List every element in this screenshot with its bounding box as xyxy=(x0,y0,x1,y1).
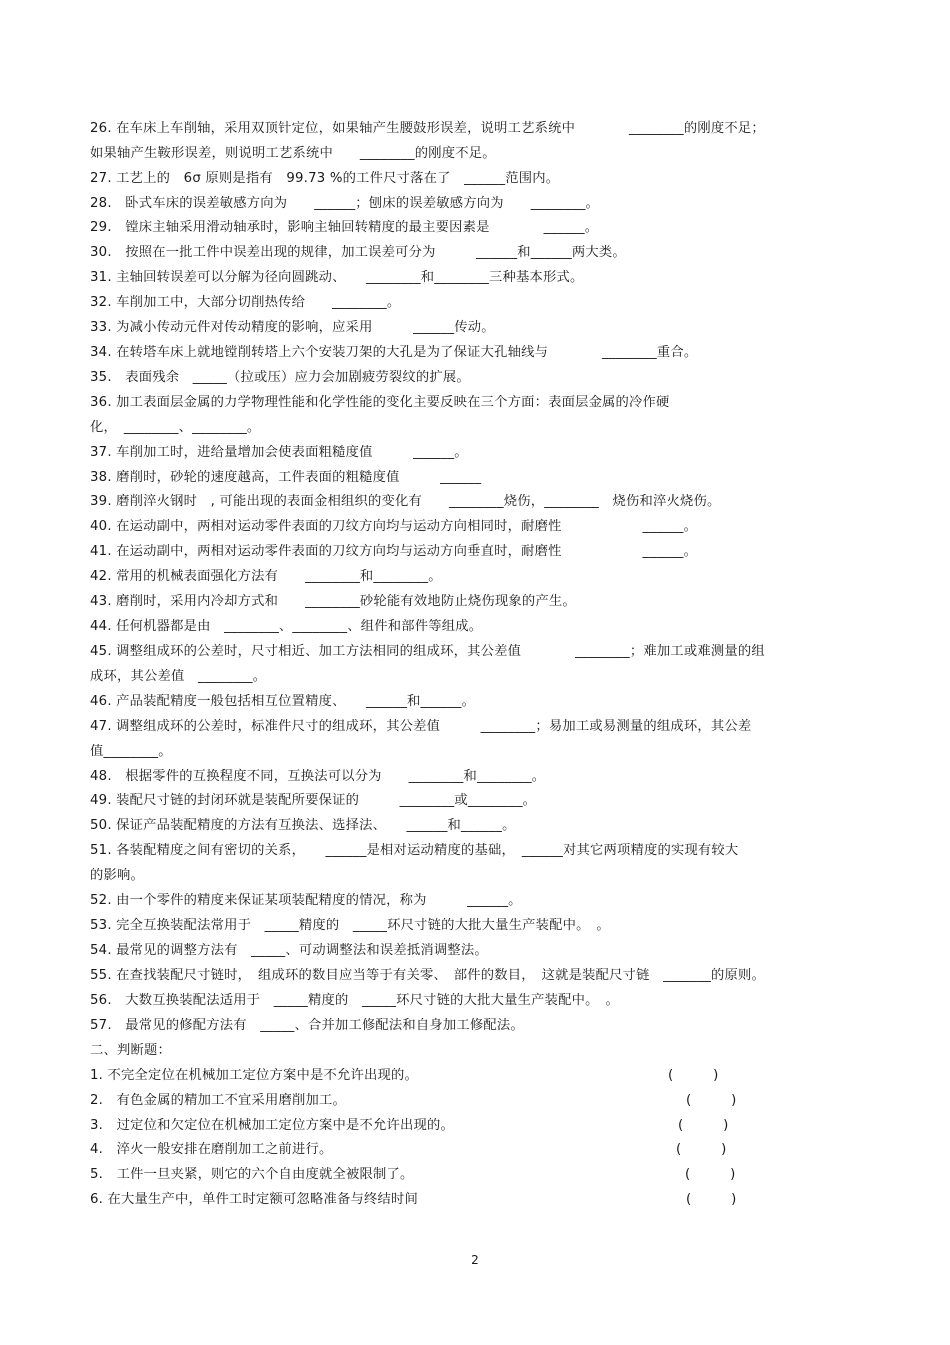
question-line: 55. 在查找装配尺寸链时， 组成环的数目应当等于有关零、 部件的数目， 这就是装配尺寸链 _______的原则。 xyxy=(90,968,766,983)
question-line: 48. 根据零件的互换程度不同，互换法可以分为 ________和________。 xyxy=(90,769,546,784)
answer-parentheses[interactable]: ( ) xyxy=(686,1192,737,1207)
question-line: 53. 完全互换装配法常用于 _____精度的 _____环尺寸链的大批大量生产装配中。 。 xyxy=(90,918,610,933)
judgment-question: 1. 不完全定位在机械加工定位方案中是不允许出现的。 xyxy=(90,1068,418,1083)
section-title: 二、判断题： xyxy=(90,1043,171,1058)
question-line: 40. 在运动副中，两相对运动零件表面的刀纹方向均与运动方向相同时，耐磨性 ______。 xyxy=(90,519,698,534)
question-line: 的影响。 xyxy=(90,868,144,883)
question-line: 26. 在车床上车削轴，采用双顶针定位，如果轴产生腰鼓形误差，说明工艺系统中 ________的刚度不足； xyxy=(90,121,765,136)
question-line: 49. 装配尺寸链的封闭环就是装配所要保证的 ________或________。 xyxy=(90,793,537,808)
question-line: 27. 工艺上的 6σ 原则是指有 99.73 %的工件尺寸落在了 ______范围内。 xyxy=(90,171,560,186)
question-line: 化， ________、________。 xyxy=(90,420,261,435)
page-number: 2 xyxy=(471,1253,479,1267)
answer-parentheses[interactable]: ( ) xyxy=(678,1118,729,1133)
question-line: 32. 车削加工中，大部分切削热传给 ________。 xyxy=(90,295,401,310)
question-line: 42. 常用的机械表面强化方法有 ________和________。 xyxy=(90,569,442,584)
judgment-question: 2. 有色金属的精加工不宜采用磨削加工。 xyxy=(90,1093,347,1108)
question-line: 57. 最常见的修配方法有 _____、合并加工修配法和自身加工修配法。 xyxy=(90,1018,524,1033)
question-line: 54. 最常见的调整方法有 _____、可动调整法和误差抵消调整法。 xyxy=(90,943,488,958)
question-line: 值________。 xyxy=(90,744,172,759)
question-line: 45. 调整组成环的公差时，尺寸相近、加工方法相同的组成环，其公差值 ________；难加工或难测量的组 xyxy=(90,644,765,659)
judgment-question: 3. 过定位和欠定位在机械加工定位方案中是不允许出现的。 xyxy=(90,1118,455,1133)
question-line: 29. 镗床主轴采用滑动轴承时，影响主轴回转精度的最主要因素是 ______。 xyxy=(90,220,599,235)
question-line: 33. 为减小传动元件对传动精度的影响，应采用 ______传动。 xyxy=(90,320,495,335)
question-line: 52. 由一个零件的精度来保证某项装配精度的情况，称为 ______。 xyxy=(90,893,522,908)
question-line: 35. 表面残余 _____（拉或压）应力会加剧疲劳裂纹的扩展。 xyxy=(90,370,470,385)
question-line: 44. 任何机器都是由 ________、________、组件和部件等组成。 xyxy=(90,619,483,634)
question-line: 43. 磨削时，采用内冷却方式和 ________砂轮能有效地防止烧伤现象的产生。 xyxy=(90,594,576,609)
question-line: 成环，其公差值 ________。 xyxy=(90,669,267,684)
question-line: 39. 磨削淬火钢时 , 可能出现的表面金相组织的变化有 ________烧伤，________ 烧伤和淬火烧伤。 xyxy=(90,494,721,509)
question-line: 30. 按照在一批工件中误差出现的规律，加工误差可分为 ______和______两大类。 xyxy=(90,245,626,260)
judgment-question: 5. 工件一旦夹紧，则它的六个自由度就全被限制了。 xyxy=(90,1167,414,1182)
question-line: 38. 磨削时，砂轮的速度越高，工件表面的粗糙度值 ______ xyxy=(90,470,482,485)
question-line: 51. 各装配精度之间有密切的关系， ______是相对运动精度的基础， ______对其它两项精度的实现有较大 xyxy=(90,843,739,858)
question-line: 34. 在转塔车床上就地镗削转塔上六个安装刀架的大孔是为了保证大孔轴线与 ________重合。 xyxy=(90,345,698,360)
question-line: 47. 调整组成环的公差时，标准件尺寸的组成环，其公差值 ________；易加工或易测量的组成环，其公差 xyxy=(90,719,752,734)
question-line: 56. 大数互换装配法适用于 _____精度的 _____环尺寸链的大批大量生产装配中。 。 xyxy=(90,993,619,1008)
answer-parentheses[interactable]: ( ) xyxy=(676,1142,727,1157)
question-line: 31. 主轴回转误差可以分解为径向圆跳动、 ________和________三种基本形式。 xyxy=(90,270,584,285)
question-line: 46. 产品装配精度一般包括相互位置精度、 ______和______。 xyxy=(90,694,476,709)
judgment-question: 4. 淬火一般安排在磨削加工之前进行。 xyxy=(90,1142,333,1157)
answer-parentheses[interactable]: ( ) xyxy=(685,1167,736,1182)
answer-parentheses[interactable]: ( ) xyxy=(686,1093,737,1108)
question-line: 50. 保证产品装配精度的方法有互换法、选择法、 ______和______。 xyxy=(90,818,516,833)
question-line: 28. 卧式车床的误差敏感方向为 ______；刨床的误差敏感方向为 ________。 xyxy=(90,196,600,211)
question-line: 36. 加工表面层金属的力学物理性能和化学性能的变化主要反映在三个方面：表面层金属的冷作硬 xyxy=(90,395,670,410)
question-line: 如果轴产生鞍形误差，则说明工艺系统中 ________的刚度不足。 xyxy=(90,146,496,161)
question-line: 41. 在运动副中，两相对运动零件表面的刀纹方向均与运动方向垂直时，耐磨性 ______。 xyxy=(90,544,698,559)
question-line: 37. 车削加工时，进给量增加会使表面粗糙度值 ______。 xyxy=(90,445,468,460)
judgment-question: 6. 在大量生产中，单件工时定额可忽略准备与终结时间 xyxy=(90,1192,418,1207)
answer-parentheses[interactable]: ( ) xyxy=(668,1068,719,1083)
